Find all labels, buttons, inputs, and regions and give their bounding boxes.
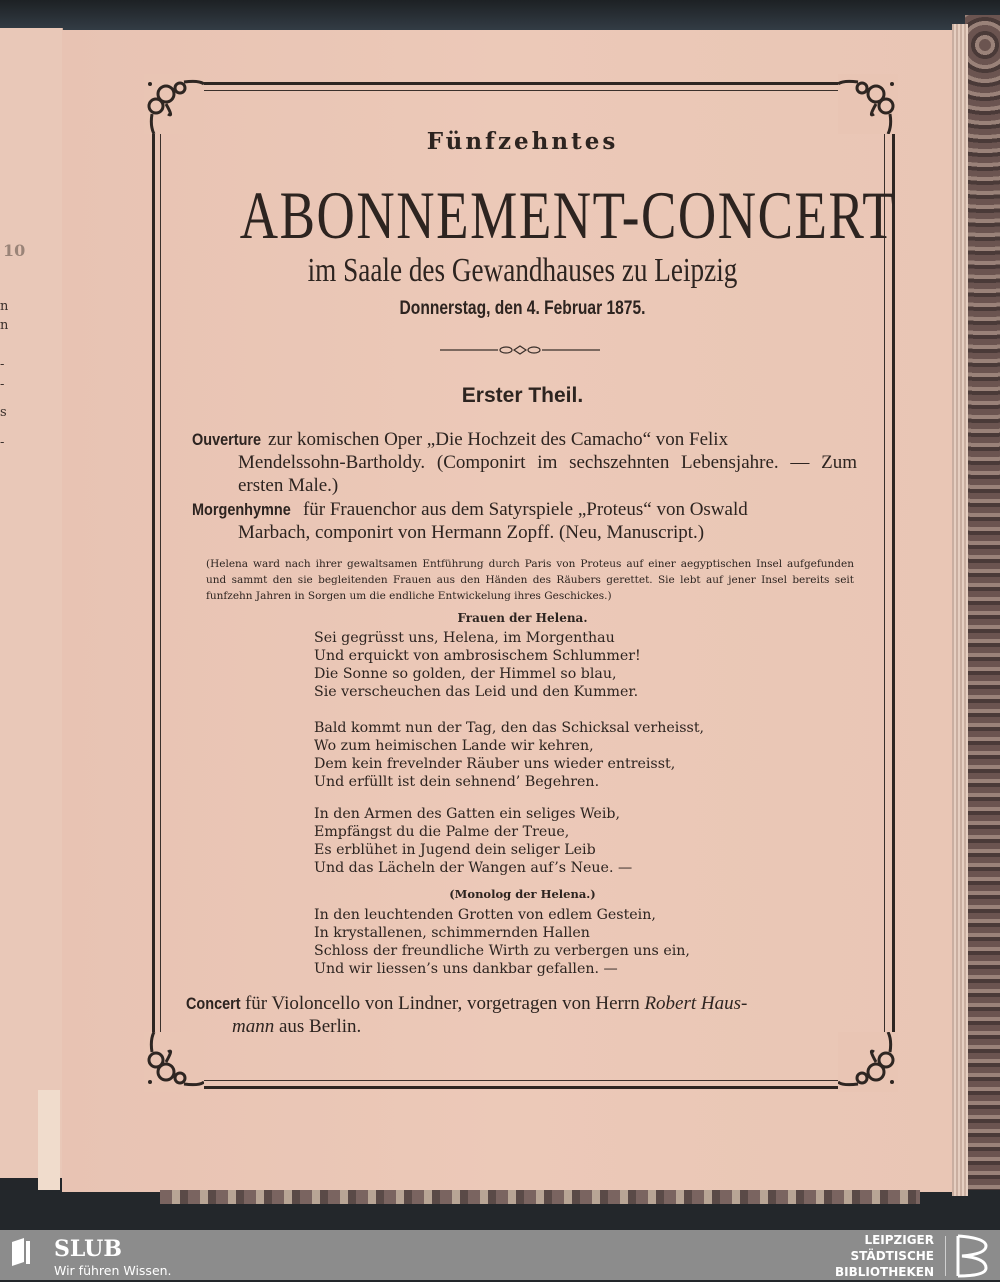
performer-name: Robert Haus- — [644, 993, 748, 1014]
corner-ornament-icon — [838, 74, 898, 134]
chorus-heading: Frauen der Helena. — [457, 611, 588, 625]
poem-line: In krystallenen, schimmernden Hallen — [314, 925, 590, 941]
concert-venue: im Saale des Gewandhauses zu Leipzig — [307, 252, 738, 289]
poem-stanza — [314, 719, 704, 791]
left-page-strip — [38, 1090, 60, 1190]
marbled-cover — [965, 15, 1000, 1215]
poem-line: Und wir liessen’s uns dankbar gefallen. — — [314, 961, 618, 977]
left-page-fragment: - — [0, 435, 5, 450]
page-edges — [952, 24, 968, 1196]
entry-continuation: aus Berlin. — [274, 1016, 362, 1037]
ornamental-divider-icon — [440, 342, 600, 356]
poem-line: Und das Lächeln der Wangen auf’s Neue. — — [314, 860, 633, 876]
slub-logo-text[interactable]: SLUB — [54, 1236, 122, 1262]
entry-label: Ouverture — [192, 430, 262, 449]
left-page-fragment: - — [0, 377, 5, 392]
left-page-fragment: s — [0, 405, 7, 420]
poem-stanza — [314, 805, 632, 877]
poem-line: In den leuchtenden Grotten von edlem Gestein, — [314, 907, 656, 923]
entry-label: Concert — [186, 994, 241, 1013]
synopsis-note: (Helena ward nach ihrer gewaltsamen Entführung durch Paris von Proteus auf einer aegyptischen Insel aufgefunden und sammt den sie begleitenden Frauen aus den Händen des Räubers gerettet. Sie lebt auf jener Insel bereits seit funfzehn Jahren in Sorgen um die endliche Entwickelung ihres Geschickes.) — [206, 558, 854, 602]
lsb-logo-icon — [952, 1234, 992, 1278]
entry-text: für Frauenchor aus dem Satyrspiele „Proteus“ von Oswald — [298, 499, 748, 520]
concert-title: ABONNEMENT-CONCERT — [239, 177, 897, 253]
concert-ordinal: Fünfzehntes — [426, 128, 619, 155]
program-entry-ouverture — [192, 428, 857, 497]
left-facing-page — [0, 28, 63, 1178]
poem-line: Die Sonne so golden, der Himmel so blau, — [314, 666, 617, 682]
left-page-fragment: - — [0, 357, 5, 372]
poem-line: Empfängst du die Palme der Treue, — [314, 824, 570, 840]
poem-line: Bald kommt nun der Tag, den das Schicksal verheisst, — [314, 720, 705, 736]
poem-line: Schloss der freundliche Wirth zu verbergen uns ein, — [314, 943, 690, 959]
program-entry-concert — [186, 992, 858, 1038]
marbled-edge-bottom — [160, 1190, 920, 1204]
poem-stanza — [314, 629, 641, 701]
lsb-line: LEIPZIGER — [864, 1233, 934, 1247]
left-page-fragment: n — [0, 318, 9, 333]
left-page-fragment: n — [0, 299, 9, 314]
entry-text: für Violoncello von Lindner, vorgetragen von Herrn — [240, 993, 645, 1014]
lsb-logo-text[interactable] — [835, 1232, 934, 1280]
entry-text: zur komischen Oper „Die Hochzeit des Camacho“ von Felix — [263, 429, 729, 450]
entry-continuation: Marbach, componirt von Hermann Zopff. (Neu, Manuscript.) — [238, 522, 705, 543]
entry-continuation: Mendelssohn-Bartholdy. (Componirt im sechszehnten Lebensjahre. — Zum ersten Male.) — [238, 452, 857, 496]
book-icon — [10, 1238, 32, 1266]
poem-line: Und erfüllt ist dein sehnend’ Begehren. — [314, 774, 600, 790]
slub-tagline: Wir führen Wissen. — [54, 1263, 172, 1278]
poem-line: Sei gegrüsst uns, Helena, im Morgenthau — [314, 630, 615, 646]
entry-label: Morgenhymne — [192, 500, 291, 519]
poem-line: Wo zum heimischen Lande wir kehren, — [314, 738, 594, 754]
poem-line: Es erblühet in Jugend dein seliger Leib — [314, 842, 596, 858]
program-entry-morgenhymne — [192, 498, 857, 544]
performer-name-continuation: mann — [232, 1016, 275, 1037]
poem-line: In den Armen des Gatten ein seliges Weib, — [314, 806, 620, 822]
lsb-line: BIBLIOTHEKEN — [834, 1265, 934, 1279]
corner-ornament-icon — [144, 1032, 204, 1092]
poem-line: Und erquickt von ambrosischem Schlummer! — [314, 648, 641, 664]
concert-date: Donnerstag, den 4. Februar 1875. — [399, 298, 646, 319]
corner-ornament-icon — [144, 74, 204, 134]
footer-bar — [0, 1230, 1000, 1280]
corner-ornament-icon — [838, 1032, 898, 1092]
monolog-heading: (Monolog der Helena.) — [449, 887, 596, 901]
lsb-line: STÄDTISCHE — [850, 1249, 934, 1263]
left-page-fragment: 10 — [3, 241, 26, 260]
section-heading: Erster Theil. — [461, 384, 584, 407]
poem-line: Dem kein frevelnder Räuber uns wieder entreisst, — [314, 756, 676, 772]
logo-separator — [945, 1236, 946, 1276]
poem-line: Sie verscheuchen das Leid und den Kummer. — [314, 684, 639, 700]
poem-stanza — [314, 906, 690, 978]
